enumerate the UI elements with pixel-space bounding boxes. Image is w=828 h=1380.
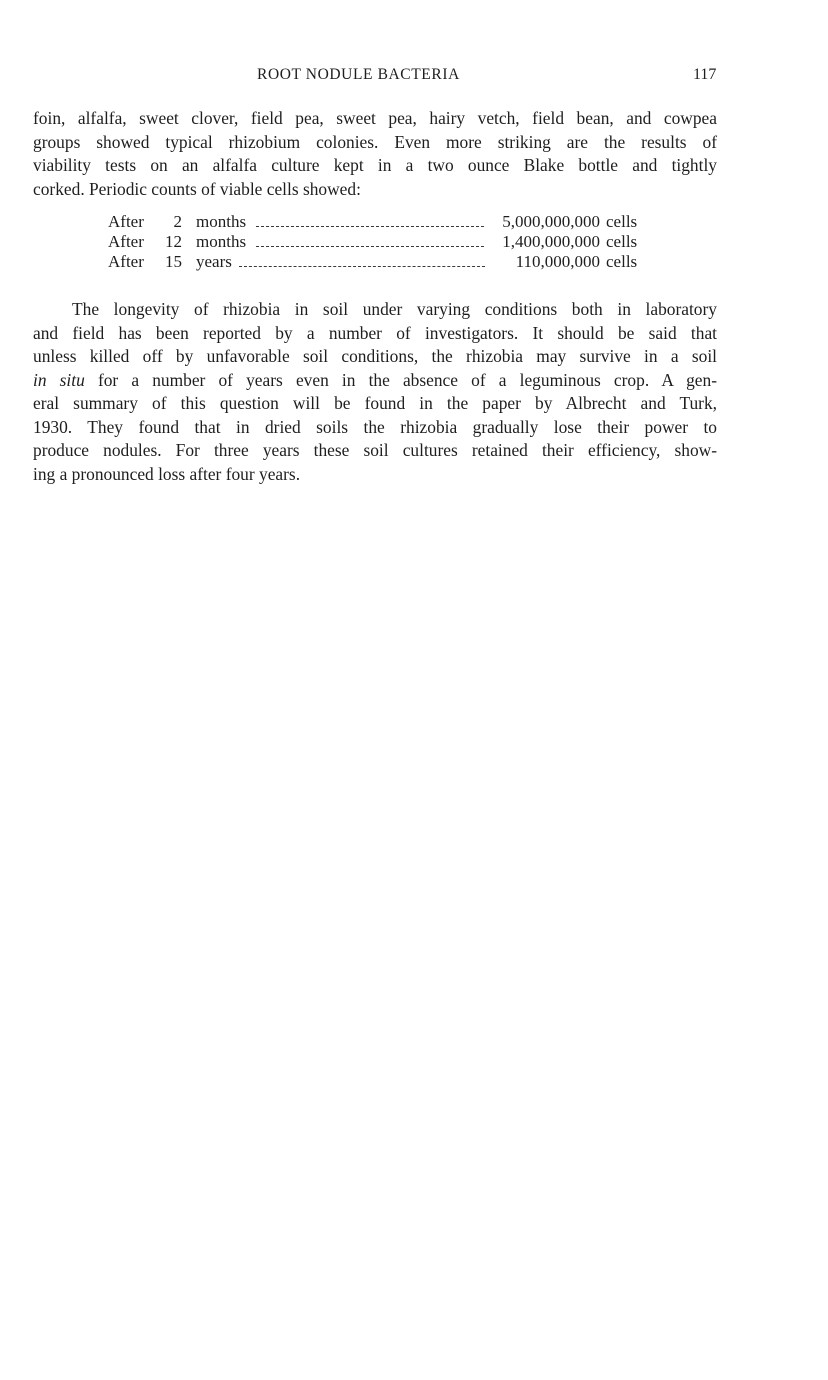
dot-leader [239,266,485,267]
dot-leader [256,226,484,227]
paragraph-line: eral summary of this question will be found in the paper by Albrecht and Turk, [33,393,717,413]
line-text: for a number of years even in the absence of a leguminous crop. A gen- [84,369,717,390]
row-unit: years [196,252,232,271]
paragraph-line: ing a pronounced loss after four years. [33,463,301,484]
row-period: 15 [165,252,182,271]
paragraph-line: groups showed typical rhizobium colonies. Even more striking are the results of [33,131,717,152]
paragraph-line: unless killed off by unfavorable soil conditions, the rhizobia may survive in a soil [33,346,717,366]
table-row [108,212,648,232]
row-suffix: cells [606,232,638,251]
table-row [108,252,648,272]
dot-leader [256,246,484,247]
row-label: After [108,212,144,231]
row-suffix: cells [606,212,638,231]
table-row [108,232,648,252]
paragraph-line: produce nodules. For three years these soil cultures retained their efficiency, show- [33,440,717,460]
paragraph-2 [33,298,717,486]
page-header [0,66,828,90]
row-period: 2 [173,212,182,231]
paragraph-line [33,369,717,393]
paragraph-line: 1930. They found that in dried soils the rhizobia gradually lose their power to [33,416,717,437]
running-title: ROOT NODULE BACTERIA [257,66,460,83]
page-number: 117 [693,66,717,83]
row-label: After [108,232,144,251]
viability-table [108,212,648,272]
italic-term: in situ [33,369,85,390]
row-suffix: cells [606,252,638,271]
paragraph-line: foin, alfalfa, sweet clover, field pea, sweet pea, hairy vetch, field bean, and cowpea [33,108,717,128]
row-label: After [108,252,144,271]
row-period: 12 [165,232,182,251]
row-unit: months [196,232,247,251]
paragraph-1 [33,107,717,201]
row-unit: months [196,212,247,231]
paragraph-line: and field has been reported by a number of investigators. It should be said that [33,322,717,343]
row-count: 110,000,000 [515,252,600,271]
paragraph-line: corked. Periodic counts of viable cells showed: [33,178,361,199]
row-count: 5,000,000,000 [502,212,600,231]
paragraph-line: viability tests on an alfalfa culture kept in a two ounce Blake bottle and tightly [33,155,717,175]
paragraph-line: The longevity of rhizobia in soil under varying conditions both in laboratory [72,299,717,319]
row-count: 1,400,000,000 [502,232,600,251]
